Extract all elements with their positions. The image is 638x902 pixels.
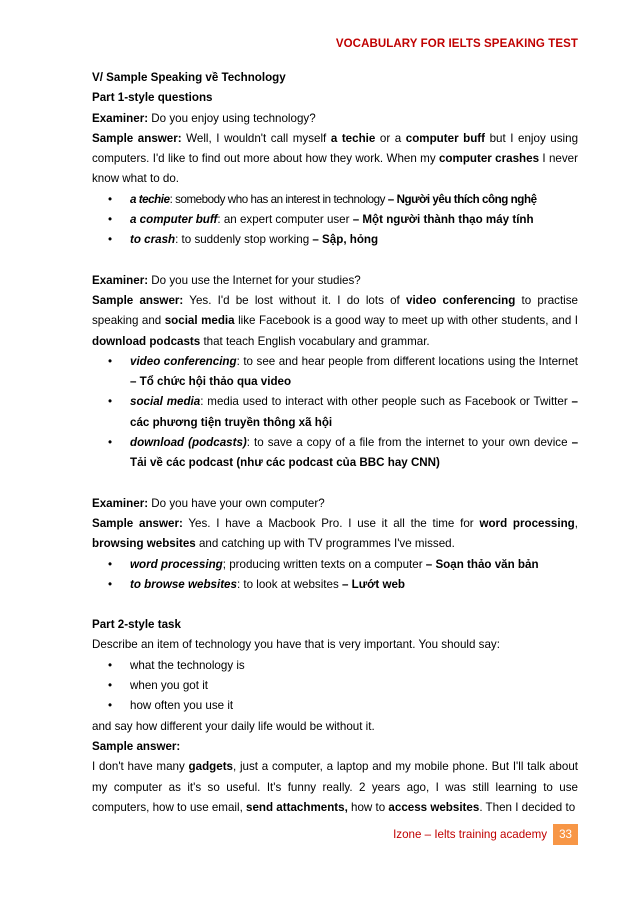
page-footer [393,824,578,845]
text-run: Yes. I'd be lost without it. I do lots of [183,293,406,307]
highlighted-term: access websites [388,800,480,814]
sample-answer-2: Sample answer: Yes. I'd be lost without it. I do lots of video conferencing to practise speaking and social media like Facebook is a good way to meet up with other students, and I download podcasts that teach English vocabulary and grammar. [92,293,578,348]
examiner-question-3: Examiner: Do you have your own computer? [92,496,325,510]
vocab-item: • word processing; producing written texts on a computer – Soạn thảo văn bản [92,555,578,575]
part2-sample-answer [92,757,578,818]
sample-answer-3: Sample answer: Yes. I have a Macbook Pro. I use it all the time for word processing, browsing websites and catching up with TV programmes I've missed. [92,516,578,551]
vocab-list-3 [92,555,578,596]
highlighted-term: gadgets [188,760,233,774]
text-run: . Then I decided to [479,800,576,814]
vocab-item: • a techie: somebody who has an interest in technology – Người yêu thích công nghệ [92,190,578,210]
vocab-list-1 [92,190,578,251]
highlighted-term: social media [164,314,235,328]
vocab-item: • to browse websites: to look at websites – Lướt web [92,575,578,595]
highlighted-term: video conferencing [406,293,516,307]
vocab-item: • video conferencing: to see and hear people from different locations using the Internet – Tổ chức hội thảo qua video [92,352,578,393]
part2-intro: Describe an item of technology you have that is very important. You should say: [92,638,500,652]
part2-bullet: • how often you use it [92,696,578,716]
page-content [92,68,578,818]
highlighted-term: send attachments, [246,800,348,814]
part2-closing: and say how different your daily life would be without it. [92,719,375,733]
page-number: 33 [553,824,578,845]
part2-bullet: • what the technology is [92,656,578,676]
text-run: I never know what to do. [92,152,578,186]
highlighted-term: a techie [330,131,376,145]
examiner-question-1: Examiner: Do you enjoy using technology? [92,111,316,125]
text-run: and catching up with TV programmes I've missed. [195,537,455,551]
highlighted-term: download podcasts [92,334,201,348]
highlighted-term: word processing [479,516,575,530]
part2-bullets [92,656,578,717]
text-run: I don't have many [92,760,189,774]
page-header-title: VOCABULARY FOR IELTS SPEAKING TEST [335,38,578,50]
text-run: Yes. I have a Macbook Pro. I use it all the time for [182,516,480,530]
sample-answer-1: Sample answer: Well, I wouldn't call myself a techie or a computer buff but I enjoy using computers. I'd like to find out more about how they work. When my computer crashes I never know what to do. [92,131,579,186]
text-run: , just a computer, a laptop and my mobile phone. But I'll talk about my computer as it's so useful. It's funny really. 2 years ago, I was still learning to use computers, how to use email, [92,760,578,814]
vocab-item: • a computer buff: an expert computer user – Một người thành thạo máy tính [92,210,578,230]
text-run: or a [375,131,406,145]
text-run: how to [347,800,389,814]
text-run: but I enjoy using computers. I'd like to find out more about how they work. When my [92,131,579,166]
text-run: Well, I wouldn't call myself [181,131,331,145]
vocab-item: • to crash: to suddenly stop working – Sập, hỏng [92,230,578,250]
highlighted-term: computer buff [405,131,486,145]
highlighted-term: browsing websites [92,537,196,551]
text-run: like Facebook is a good way to meet up with other students, and I [234,314,578,328]
vocab-item: • download (podcasts): to save a copy of a file from the internet to your own device – Tải về các podcast (như các podcast của BBC hay CNN) [92,433,578,474]
text-run: , [574,516,578,530]
part2-title: Part 2-style task [92,618,181,632]
highlighted-term: computer crashes [438,152,540,166]
text-run: that teach English vocabulary and grammar. [200,334,430,348]
section-title: V/ Sample Speaking về Technology [92,71,286,84]
vocab-list-2 [92,352,578,474]
vocab-item: • social media: media used to interact with other people such as Facebook or Twitter – các phương tiện truyền thông xã hội [92,392,578,433]
footer-text: Izone – Ielts training academy [393,828,548,841]
part2-bullet: • when you got it [92,676,578,696]
part2-sample-label: Sample answer: [92,739,181,753]
part1-title: Part 1-style questions [92,91,213,105]
examiner-question-2: Examiner: Do you use the Internet for your studies? [92,273,361,287]
text-run: to practise speaking and [92,293,578,328]
